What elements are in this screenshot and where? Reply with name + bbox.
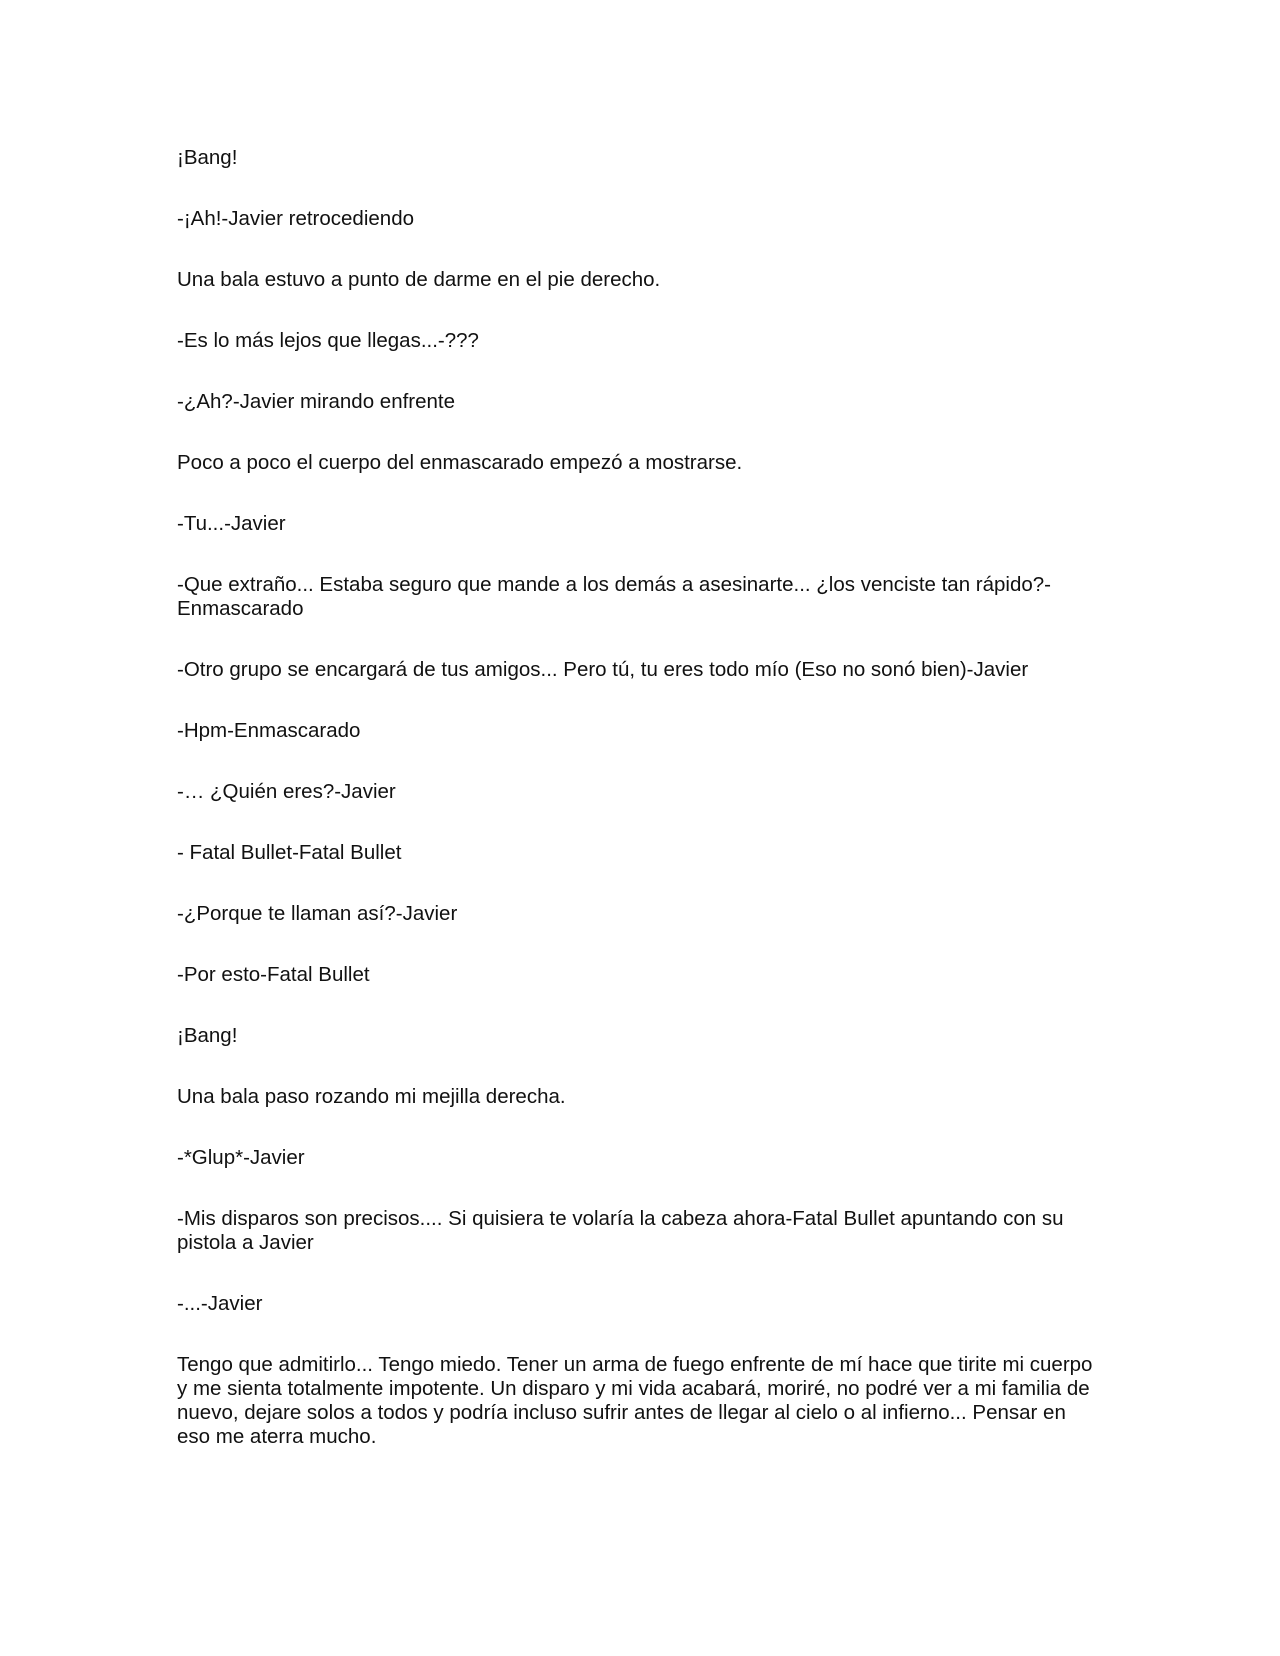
paragraph-10: -Hpm-Enmascarado <box>177 719 361 742</box>
document-page <box>177 146 1097 1486</box>
paragraph-16: Una bala paso rozando mi mejilla derecha. <box>177 1085 566 1108</box>
paragraph-7: -Tu...-Javier <box>177 512 286 535</box>
paragraph-4: -Es lo más lejos que llegas...-??? <box>177 329 479 352</box>
paragraph-19: -...-Javier <box>177 1292 263 1315</box>
paragraph-8: -Que extraño... Estaba seguro que mande a los demás a asesinarte... ¿los venciste tan rápido?-Enmascarado <box>177 573 1052 620</box>
paragraph-9: -Otro grupo se encargará de tus amigos... Pero tú, tu eres todo mío (Eso no sonó bien)-Javier <box>177 658 1029 681</box>
paragraph-3: Una bala estuvo a punto de darme en el pie derecho. <box>177 268 661 291</box>
paragraph-11: -… ¿Quién eres?-Javier <box>177 780 396 803</box>
paragraph-14: -Por esto-Fatal Bullet <box>177 963 370 986</box>
paragraph-12: - Fatal Bullet-Fatal Bullet <box>177 841 402 864</box>
paragraph-18: -Mis disparos son precisos.... Si quisiera te volaría la cabeza ahora-Fatal Bullet apuntando con su pistola a Javier <box>177 1207 1064 1254</box>
paragraph-15: ¡Bang! <box>177 1024 238 1047</box>
paragraph-5: -¿Ah?-Javier mirando enfrente <box>177 390 456 413</box>
paragraph-13: -¿Porque te llaman así?-Javier <box>177 902 458 925</box>
paragraph-6: Poco a poco el cuerpo del enmascarado empezó a mostrarse. <box>177 451 743 474</box>
paragraph-1: ¡Bang! <box>177 146 238 169</box>
paragraph-17: -*Glup*-Javier <box>177 1146 305 1169</box>
paragraph-2: -¡Ah!-Javier retrocediendo <box>177 207 414 230</box>
paragraph-20: Tengo que admitirlo... Tengo miedo. Tener un arma de fuego enfrente de mí hace que tirite mi cuerpo y me sienta totalmente impotente. Un disparo y mi vida acabará, moriré, no podré ver a mi familia de nuevo, dejare solos a todos y podría incluso sufrir antes de llegar al cielo o al infierno... Pensar en eso me aterra mucho. <box>177 1353 1093 1448</box>
